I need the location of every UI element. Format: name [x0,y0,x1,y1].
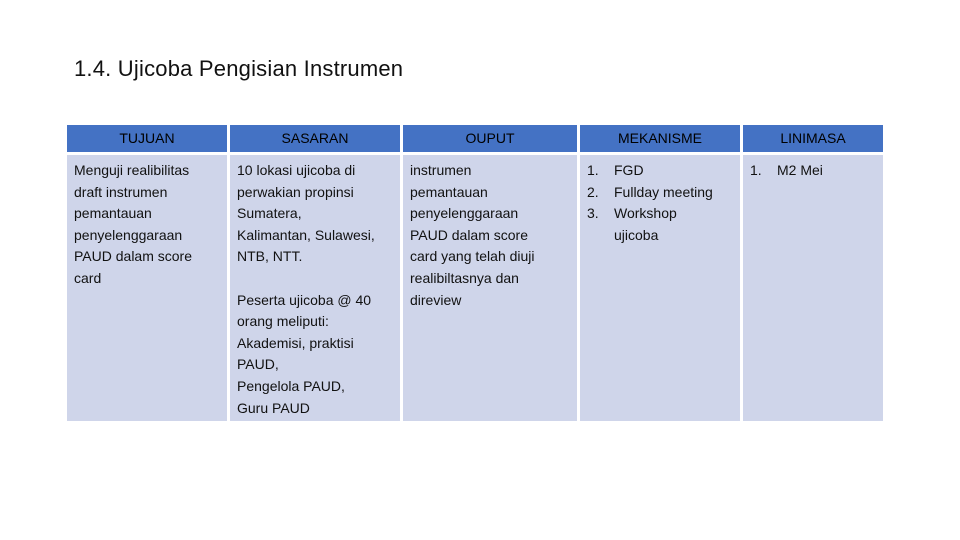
sasaran-line: Sumatera, [237,205,302,222]
ouput-line: direview [410,291,462,308]
mekanisme-text: ujicoba [614,226,659,243]
cell-linimasa [743,155,883,421]
list-number: 3. [587,205,599,222]
sasaran-line: Peserta ujicoba @ 40 [237,291,372,308]
sasaran-line: Kalimantan, Sulawesi, [237,226,375,243]
header-ouput: OUPUT [403,125,580,155]
cell-ouput [403,155,580,421]
sasaran-line: perwakian propinsi [237,183,354,200]
list-number: 1. [587,162,599,178]
cell-tujuan [67,155,230,421]
ouput-line: realibiltasnya dan [410,269,519,286]
list-item [587,182,733,204]
list-number: 1. [750,162,762,178]
mekanisme-list [587,160,733,246]
header-mekanisme: MEKANISME [580,125,743,155]
tujuan-line: Menguji realibilitas [74,162,190,178]
slide-title: 1.4. Ujicoba Pengisian Instrumen [74,56,404,81]
paragraph-gap [237,268,393,290]
list-item [587,160,733,182]
cell-sasaran [230,155,403,421]
header-tujuan: TUJUAN [67,125,230,155]
list-item [587,203,733,246]
sasaran-line: Guru PAUD [237,399,310,416]
activity-table [67,125,883,421]
ouput-line: penyelenggaraan [410,205,519,222]
tujuan-line: card [74,269,102,286]
table-row [67,155,883,421]
tujuan-line: draft instrumen [74,183,168,200]
linimasa-text: M2 Mei [777,162,823,178]
table-header-row [67,125,883,155]
header-sasaran: SASARAN [230,125,403,155]
linimasa-list [750,160,876,182]
mekanisme-text: FGD [614,162,644,178]
sasaran-line: 10 lokasi ujicoba di [237,162,356,178]
sasaran-line: PAUD, [237,356,279,373]
ouput-line: pemantauan [410,183,488,200]
mekanisme-text: Fullday meeting [614,183,713,200]
tujuan-line: penyelenggaraan [74,226,183,243]
sasaran-line: NTB, NTT. [237,248,303,265]
ouput-line: instrumen [410,162,472,178]
ouput-line: card yang telah diuji [410,248,535,265]
list-number: 2. [587,183,599,200]
sasaran-line: orang meliputi: [237,313,329,330]
ouput-line: PAUD dalam score [410,226,529,243]
tujuan-line: pemantauan [74,205,152,222]
sasaran-line: Pengelola PAUD, [237,377,345,394]
sasaran-line: Akademisi, praktisi [237,334,354,351]
cell-mekanisme [580,155,743,421]
tujuan-line: PAUD dalam score [74,248,193,265]
list-item [750,160,876,182]
mekanisme-text: Workshop [614,205,677,222]
header-linimasa: LINIMASA [743,125,883,155]
